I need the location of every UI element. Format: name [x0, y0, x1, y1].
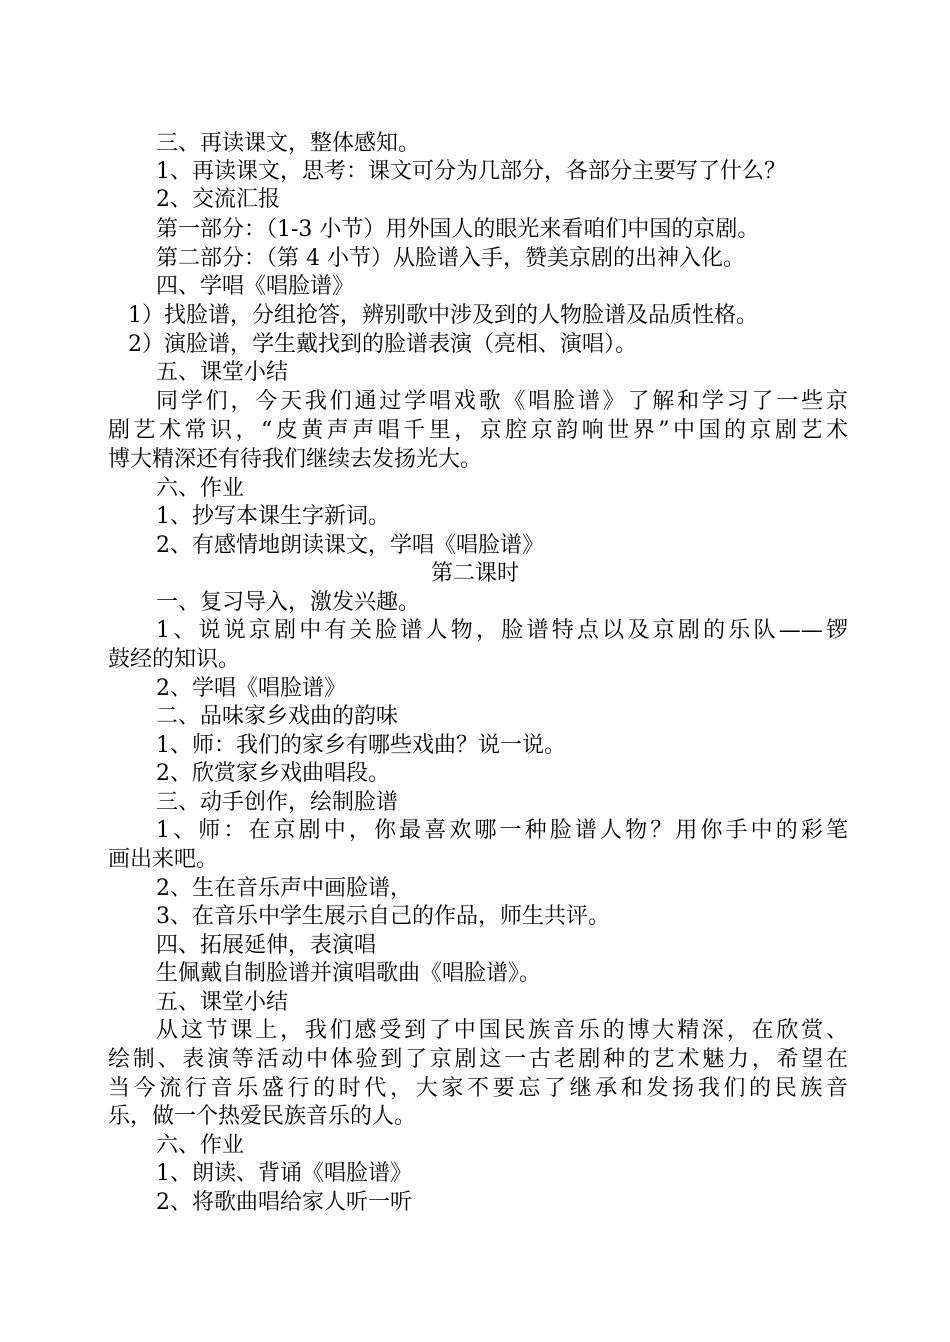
paragraph: 2、生在音乐声中画脸谱， — [156, 876, 412, 901]
heading-reread: 三、再读课文，整体感知。 — [156, 131, 421, 156]
paragraph: 1、说说京剧中有关脸谱人物，脸谱特点以及京剧的乐队——锣 — [156, 618, 848, 643]
paragraph: 从这节课上，我们感受到了中国民族音乐的博大精深，在欣赏、 — [156, 1018, 848, 1043]
paragraph: 2、有感情地朗读课文，学唱《唱脸谱》 — [156, 533, 544, 558]
paragraph: 1、抄写本课生字新词。 — [156, 504, 390, 529]
paragraph: 3、在音乐中学生展示自己的作品，师生共评。 — [156, 904, 610, 929]
heading-homework: 六、作业 — [156, 476, 245, 501]
heading-create: 三、动手创作，绘制脸谱 — [156, 790, 399, 815]
paragraph: 剧艺术常识，“皮黄声声唱千里，京腔京韵响世界”中国的京剧艺术 — [108, 418, 848, 443]
paragraph: 2、将歌曲唱给家人听一听 — [156, 1190, 412, 1215]
paragraph: 生佩戴自制脸谱并演唱歌曲《唱脸谱》。 — [156, 961, 542, 986]
paragraph: 第一部分：（1-3 小节）用外国人的眼光来看咱们中国的京剧。 — [156, 217, 760, 242]
paragraph: 第二部分：（第 4 小节）从脸谱入手，赞美京剧的出神入化。 — [156, 246, 745, 271]
heading-sing: 四、学唱《唱脸谱》 — [156, 274, 355, 299]
paragraph: 2、学唱《唱脸谱》 — [156, 676, 346, 701]
section-title: 第二课时 — [430, 561, 519, 586]
paragraph: 2、欣赏家乡戏曲唱段。 — [156, 761, 390, 786]
heading-summary-2: 五、课堂小结 — [156, 990, 289, 1015]
heading-homework-2: 六、作业 — [156, 1133, 245, 1158]
paragraph: 同学们，今天我们通过学唱戏歌《唱脸谱》了解和学习了一些京 — [156, 389, 848, 414]
heading-extend: 四、拓展延伸，表演唱 — [156, 933, 377, 958]
paragraph: 2、交流汇报 — [156, 187, 280, 212]
paragraph: 绘制、表演等活动中体验到了京剧这一古老剧种的艺术魅力，希望在 — [108, 1047, 848, 1072]
paragraph: 1、师：在京剧中，你最喜欢哪一种脸谱人物？用你手中的彩笔 — [156, 818, 848, 843]
paragraph: 鼓经的知识。 — [108, 647, 241, 672]
paragraph: 1、朗读、背诵《唱脸谱》 — [156, 1161, 412, 1186]
paragraph: 博大精深还有待我们继续去发扬光大。 — [108, 447, 483, 472]
paragraph: 当今流行音乐盛行的时代，大家不要忘了继承和发扬我们的民族音 — [108, 1076, 848, 1101]
paragraph: 1、师：我们的家乡有哪些戏曲？说一说。 — [156, 733, 566, 758]
paragraph: 乐，做一个热爱民族音乐的人。 — [108, 1104, 417, 1129]
paragraph: 画出来吧。 — [108, 847, 219, 872]
heading-local-opera: 二、品味家乡戏曲的韵味 — [156, 704, 399, 729]
paragraph: 2）演脸谱，学生戴找到的脸谱表演（亮相、演唱）。 — [128, 332, 637, 357]
heading-review: 一、复习导入，激发兴趣。 — [156, 590, 421, 615]
paragraph: 1、再读课文，思考：课文可分为几部分，各部分主要写了什么？ — [156, 159, 786, 184]
paragraph: 1）找脸谱，分组抢答，辨别歌中涉及到的人物脸谱及品质性格。 — [128, 303, 758, 328]
heading-summary: 五、课堂小结 — [156, 360, 289, 385]
